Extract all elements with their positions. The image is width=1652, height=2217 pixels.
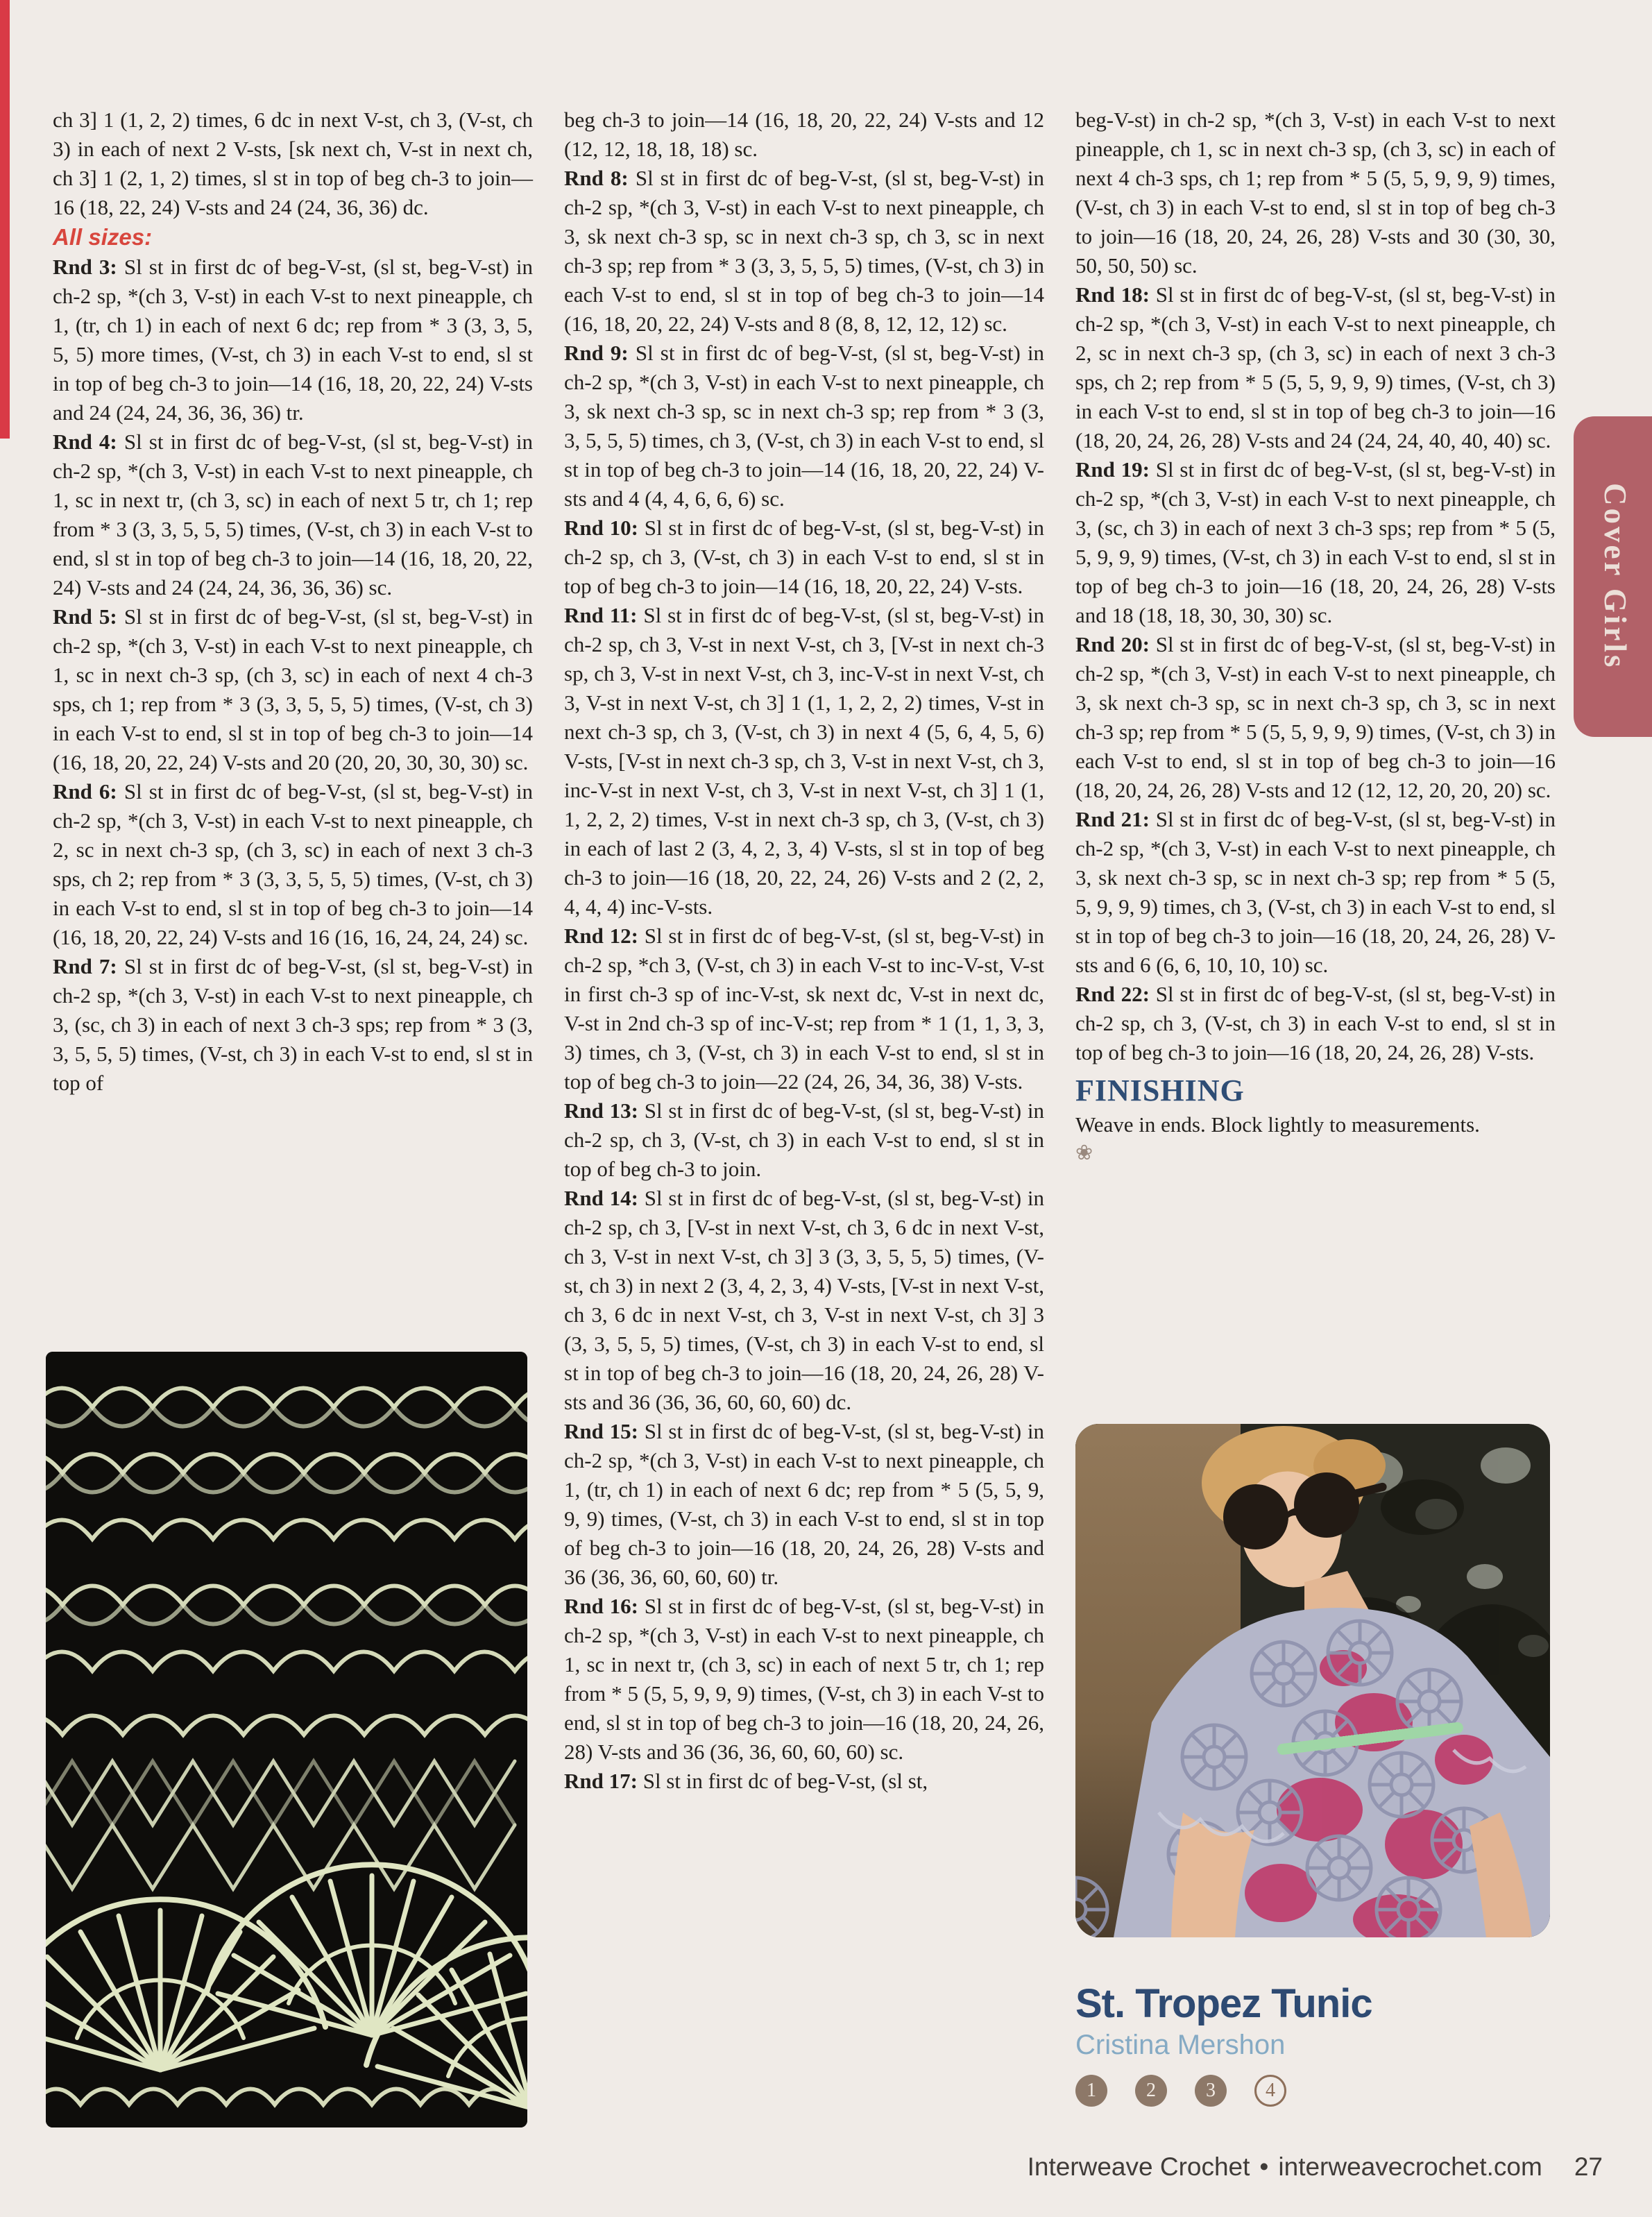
pattern-round: [564, 1184, 1044, 1417]
difficulty-dot-1: 1: [1075, 2075, 1107, 2107]
round-label: Rnd 5:: [53, 604, 117, 629]
difficulty-dot-2: 2: [1135, 2075, 1167, 2107]
pattern-round: [1075, 280, 1556, 455]
round-text: Sl st in first dc of beg-V-st, (sl st, beg-V-st) in ch-2 sp, *(ch 3, V-st) in each V-st to next pineapple, ch 1, (tr, ch 1) in each of next 6 dc; rep from * 5 (5, 5, 9, 9, 9) times, (V-st, ch 3) in each V-st to end, sl st in top of beg ch-3 to join—16 (18, 20, 24, 26, 28) V-sts and 36 (36, 36, 60, 60, 60) tr.: [564, 1419, 1044, 1589]
crochet-swatch-photo: [46, 1352, 527, 2127]
pattern-designer: Cristina Mershon: [1075, 2030, 1286, 2060]
section-tab-cover-girls: [1574, 416, 1652, 737]
round-text: Sl st in first dc of beg-V-st, (sl st, beg-V-st) in ch-2 sp, *(ch 3, V-st) in each V-st to next pineapple, ch 1, (tr, ch 1) in each of next 6 dc; rep from * 3 (3, 3, 5, 5, 5) more times, (V-st, ch 3) in each V-st to end, sl st in top of beg ch-3 to join—14 (16, 18, 20, 22, 24) V-sts and 24 (24, 24, 36, 36, 36) tr.: [53, 255, 534, 425]
pattern-column-2: [564, 105, 1044, 1796]
model-photo-st-tropez-tunic: [1075, 1424, 1550, 1937]
round-text: Sl st in first dc of beg-V-st, (sl st, beg-V-st) in ch-2 sp, *(ch 3, V-st) in each V-st to next pineapple, ch 3, sk next ch-3 sp, sc in next ch-3 sp, ch 3, sc in next ch-3 sp; rep from * 3 (3, 3, 5, 5, 5) times, (V-st, ch 3) in each V-st to end, sl st in top of beg ch-3 to join—14 (16, 18, 20, 22, 24) V-sts and 8 (8, 8, 12, 12, 12) sc.: [564, 166, 1045, 336]
round-text: Sl st in first dc of beg-V-st, (sl st, beg-V-st) in ch-2 sp, ch 3, (V-st, ch 3) in each V-st to end, sl st in top of beg ch-3 to join—16 (18, 20, 24, 26, 28) V-sts.: [1075, 982, 1556, 1064]
footer-bullet-icon: •: [1259, 2152, 1269, 2181]
finishing-heading: FINISHING: [1075, 1073, 1245, 1107]
pattern-round: [53, 427, 533, 602]
pattern-caption: [1075, 1982, 1550, 2107]
pattern-round: [53, 777, 533, 952]
round-text: Sl st in first dc of beg-V-st, (sl st, beg-V-st) in ch-2 sp, *(ch 3, V-st) in each V-st to next pineapple, ch 1, sc in next ch-3 sp, (ch 3, sc) in each of next 4 ch-3 sps, ch 1; rep from * 3 (3, 3, 5, 5, 5) times, (V-st, ch 3) in each V-st to end, sl st in top of beg ch-3 to join—14 (16, 18, 20, 22, 24) V-sts and 20 (20, 20, 30, 30, 30) sc.: [53, 604, 534, 774]
round-continuation: beg ch-3 to join—14 (16, 18, 20, 22, 24) V-sts and 12 (12, 12, 18, 18, 18) sc.: [564, 108, 1044, 161]
model-photo-illustration: [1075, 1424, 1550, 1937]
round-label: Rnd 20:: [1075, 632, 1150, 656]
pattern-round: [1075, 630, 1556, 805]
pattern-round: [53, 952, 533, 1098]
round-label: Rnd 16:: [564, 1594, 638, 1618]
pattern-round: [53, 253, 533, 427]
difficulty-dot-3: 3: [1195, 2075, 1227, 2107]
round-label: Rnd 10:: [564, 516, 638, 540]
pattern-round: [564, 1767, 1044, 1796]
finishing-text: Weave in ends. Block lightly to measurements.: [1075, 1112, 1480, 1137]
round-text: Sl st in first dc of beg-V-st, (sl st, beg-V-st) in ch-2 sp, ch 3, (V-st, ch 3) in each V-st to end, sl st in top of beg ch-3 to join.: [564, 1098, 1044, 1181]
pattern-round: [564, 513, 1044, 601]
round-label: Rnd 7:: [53, 954, 117, 978]
round-label: Rnd 15:: [564, 1419, 638, 1443]
round-text: Sl st in first dc of beg-V-st, (sl st, beg-V-st) in ch-2 sp, *(ch 3, V-st) in each V-st to next pineapple, ch 1, sc in next tr, (ch 3, sc) in each of next 5 tr, ch 1; rep from * 3 (3, 3, 5, 5, 5) times, (V-st, ch 3) in each V-st to end, sl st in top of beg ch-3 to join—14 (16, 18, 20, 22, 24) V-sts and 24 (24, 24, 36, 36, 36) sc.: [53, 430, 534, 600]
round-text: Sl st in first dc of beg-V-st, (sl st, beg-V-st) in ch-2 sp, *(ch 3, V-st) in each V-st to next pineapple, ch 3, (sc, ch 3) in each of next 3 ch-3 sps; rep from * 3 (3, 3, 5, 5, 5) times, (V-st, ch 3) in each V-st to end, sl st in top of: [53, 954, 534, 1095]
round-text: Sl st in first dc of beg-V-st, (sl st, beg-V-st) in ch-2 sp, *(ch 3, V-st) in each V-st to next pineapple, ch 3, sk next ch-3 sp, sc in next ch-3 sp; rep from * 5 (5, 5, 9, 9, 9) times, ch 3, (V-st, ch 3) in each V-st to end, sl st in top of beg ch-3 to join—16 (18, 20, 24, 26, 28) V-sts and 6 (6, 6, 10, 10, 10) sc.: [1075, 807, 1556, 977]
round-text: Sl st in first dc of beg-V-st, (sl st, beg-V-st) in ch-2 sp, *ch 3, (V-st, ch 3) in each V-st to inc-V-st, V-st in first ch-3 sp of inc-V-st, sk next dc, V-st in next dc, V-st in 2nd ch-3 sp of inc-V-st; rep from * 1 (1, 1, 3, 3, 3) times, ch 3, (V-st, ch 3) in each V-st to end, sl st in top of beg ch-3 to join—22 (24, 26, 34, 36, 38) V-sts.: [564, 924, 1044, 1094]
round-label: Rnd 11:: [564, 603, 638, 627]
round-label: Rnd 17:: [564, 1769, 638, 1793]
pattern-round: [1075, 980, 1556, 1067]
all-sizes-subhead: All sizes:: [53, 224, 153, 250]
pattern-column-1: [53, 105, 533, 1098]
round-text: Sl st in first dc of beg-V-st, (sl st, beg-V-st) in ch-2 sp, *(ch 3, V-st) in each V-st to next pineapple, ch 1, sc in next tr, (ch 3, sc) in each of next 5 tr, ch 1; rep from * 5 (5, 5, 9, 9, 9) times, (V-st, ch 3) in each V-st to end, sl st in top of beg ch-3 to join—16 (18, 20, 24, 26, 28) V-sts and 36 (36, 36, 60, 60, 60) sc.: [564, 1594, 1044, 1764]
end-of-pattern-flower-icon: ❀: [1075, 1141, 1093, 1164]
pattern-round: [564, 921, 1044, 1096]
round-text: Sl st in first dc of beg-V-st, (sl st, beg-V-st) in ch-2 sp, *(ch 3, V-st) in each V-st to next pineapple, ch 3, sk next ch-3 sp, sc in next ch-3 sp, ch 3, sc in next ch-3 sp; rep from * 5 (5, 5, 9, 9, 9) times, (V-st, ch 3) in each V-st to end, sl st in top of beg ch-3 to join—16 (18, 20, 24, 26, 28) V-sts and 12 (12, 12, 20, 20, 20) sc.: [1075, 632, 1556, 802]
pattern-round: [564, 601, 1044, 921]
footer-magazine-name: Interweave Crochet: [1027, 2152, 1250, 2181]
round-label: Rnd 19:: [1075, 457, 1150, 482]
round-text: Sl st in first dc of beg-V-st, (sl st,: [642, 1769, 928, 1793]
page-edge-red-strip: [0, 0, 10, 439]
round-continuation: beg-V-st) in ch-2 sp, *(ch 3, V-st) in each V-st to next pineapple, ch 1, sc in next ch-3 sp, (ch 3, sc) in each of next 4 ch-3 sps, ch 1; rep from * 5 (5, 5, 9, 9, 9) times, (V-st, ch 3) in each V-st to end, sl st in top of beg ch-3 to join—16 (18, 20, 24, 26, 28) V-sts and 30 (30, 30, 50, 50, 50) sc.: [1075, 108, 1556, 278]
round-label: Rnd 21:: [1075, 807, 1150, 831]
round-text: Sl st in first dc of beg-V-st, (sl st, beg-V-st) in ch-2 sp, ch 3, V-st in next V-st, ch 3, [V-st in next ch-3 sp, ch 3, V-st in next V-st, ch 3, inc-V-st in next V-st, ch 3, V-st in next V-st, ch 3] 1 (1, 1, 2, 2, 2) times, V-st in next ch-3 sp, ch 3, (V-st, ch 3) in next 4 (5, 6, 4, 5, 6) V-sts, [V-st in next ch-3 sp, ch 3, V-st in next V-st, ch 3, inc-V-st in next V-st, ch 3, V-st in next V-st, ch 3] 1 (1, 1, 2, 2, 2) times, V-st in next ch-3 sp, ch 3, (V-st, ch 3) in each of last 2 (3, 4, 2, 3, 4) V-sts, sl st in top of beg ch-3 to join—16 (18, 20, 22, 24, 26) V-sts and 2 (2, 2, 4, 4, 4) inc-V-sts.: [564, 603, 1045, 919]
pattern-column-3: [1075, 105, 1556, 1166]
pattern-round: [564, 164, 1044, 339]
round-label: Rnd 22:: [1075, 982, 1150, 1006]
round-label: Rnd 3:: [53, 255, 117, 279]
swatch-lace-illustration: [46, 1352, 527, 2127]
round-text: Sl st in first dc of beg-V-st, (sl st, beg-V-st) in ch-2 sp, *(ch 3, V-st) in each V-st to next pineapple, ch 3, (sc, ch 3) in each of next 3 ch-3 sps; rep from * 5 (5, 5, 9, 9, 9) times, (V-st, ch 3) in each V-st to end, sl st in top of beg ch-3 to join—16 (18, 20, 24, 26, 28) V-sts and 18 (18, 18, 30, 30, 30) sc.: [1075, 457, 1556, 627]
round-text: Sl st in first dc of beg-V-st, (sl st, beg-V-st) in ch-2 sp, ch 3, (V-st, ch 3) in each V-st to end, sl st in top of beg ch-3 to join—14 (16, 18, 20, 22, 24) V-sts.: [564, 516, 1044, 598]
round-label: Rnd 4:: [53, 430, 117, 454]
round-text: Sl st in first dc of beg-V-st, (sl st, beg-V-st) in ch-2 sp, ch 3, [V-st in next V-st, ch 3, 6 dc in next V-st, ch 3, V-st in next V-st, ch 3] 3 (3, 3, 5, 5, 5) times, (V-st, ch 3) in next 2 (3, 4, 2, 3, 4) V-sts, [V-st in next V-st, ch 3, 6 dc in next V-st, ch 3, V-st in next V-st, ch 3] 3 (3, 3, 5, 5, 5) times, (V-st, ch 3) in each V-st to end, sl st in top of beg ch-3 to join—16 (18, 20, 24, 26, 28) V-sts and 36 (36, 36, 60, 60, 60) dc.: [564, 1186, 1044, 1414]
round-label: Rnd 12:: [564, 924, 638, 948]
pattern-round: [564, 1096, 1044, 1184]
pattern-round: [53, 602, 533, 777]
pattern-round: [564, 1592, 1044, 1767]
pattern-round: [1075, 455, 1556, 630]
round-label: Rnd 8:: [564, 166, 629, 190]
pattern-title: St. Tropez Tunic: [1075, 1981, 1372, 2026]
difficulty-rating: [1075, 2075, 1550, 2107]
round-label: Rnd 6:: [53, 779, 117, 804]
round-label: Rnd 13:: [564, 1098, 638, 1123]
round-continuation: ch 3] 1 (1, 2, 2) times, 6 dc in next V-st, ch 3, (V-st, ch 3) in each of next 2 V-sts, [sk next ch, V-st in next ch, ch 3] 1 (2, 1, 2) times, sl st in top of beg ch-3 to join—16 (18, 22, 24) V-sts and 24 (24, 36, 36) dc.: [53, 108, 533, 219]
difficulty-dot-4: 4: [1254, 2075, 1286, 2107]
round-label: Rnd 18:: [1075, 282, 1150, 307]
round-text: Sl st in first dc of beg-V-st, (sl st, beg-V-st) in ch-2 sp, *(ch 3, V-st) in each V-st to next pineapple, ch 2, sc in next ch-3 sp, (ch 3, sc) in each of next 3 ch-3 sps, ch 2; rep from * 5 (5, 5, 9, 9, 9) times, (V-st, ch 3) in each V-st to end, sl st in top of beg ch-3 to join—16 (18, 20, 24, 26, 28) V-sts and 24 (24, 24, 40, 40, 40) sc.: [1075, 282, 1556, 452]
round-text: Sl st in first dc of beg-V-st, (sl st, beg-V-st) in ch-2 sp, *(ch 3, V-st) in each V-st to next pineapple, ch 2, sc in next ch-3 sp, (ch 3, sc) in each of next 3 ch-3 sps, ch 2; rep from * 3 (3, 3, 5, 5, 5) times, (V-st, ch 3) in each V-st to end, sl st in top of beg ch-3 to join—14 (16, 18, 20, 22, 24) V-sts and 16 (16, 16, 24, 24, 24) sc.: [53, 779, 534, 949]
page-footer: [902, 2152, 1603, 2182]
round-label: Rnd 14:: [564, 1186, 638, 1210]
pattern-round: [1075, 805, 1556, 980]
pattern-round: [564, 339, 1044, 513]
section-tab-label: Cover Girls: [1598, 483, 1633, 670]
page-number: 27: [1574, 2152, 1603, 2181]
footer-website: interweavecrochet.com: [1278, 2152, 1542, 2181]
round-label: Rnd 9:: [564, 341, 629, 365]
pattern-round: [564, 1417, 1044, 1592]
round-text: Sl st in first dc of beg-V-st, (sl st, beg-V-st) in ch-2 sp, *(ch 3, V-st) in each V-st to next pineapple, ch 3, sk next ch-3 sp, sc in next ch-3 sp; rep from * 3 (3, 3, 5, 5, 5) times, ch 3, (V-st, ch 3) in each V-st to end, sl st in top of beg ch-3 to join—14 (16, 18, 20, 22, 24) V-sts and 4 (4, 4, 6, 6, 6) sc.: [564, 341, 1045, 511]
